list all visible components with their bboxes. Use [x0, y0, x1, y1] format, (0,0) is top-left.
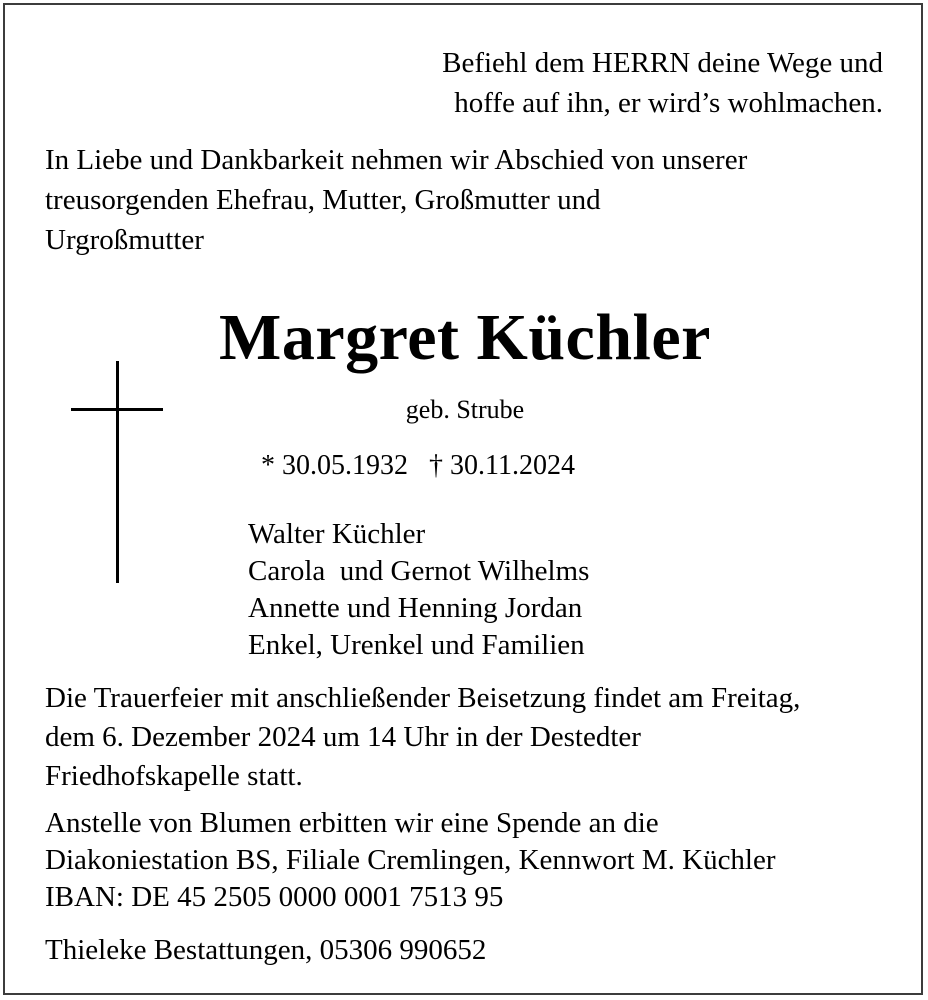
intro-text [45, 140, 905, 260]
donation-line: Anstelle von Blumen erbitten wir eine Spende an die [45, 807, 659, 839]
donation-line: IBAN: DE 45 2505 0000 0001 7513 95 [45, 881, 504, 913]
verse-line: Befiehl dem HERRN deine Wege und [442, 47, 883, 79]
intro-line: treusorgenden Ehefrau, Mutter, Großmutter und [45, 184, 601, 216]
mourners-list [248, 516, 589, 664]
maiden-name: geb. Strube [405, 395, 525, 424]
life-dates: * 30.05.1932 † 30.11.2024 [261, 450, 575, 481]
verse-line: hoffe auf ihn, er wird’s wohlmachen. [454, 87, 883, 119]
mourner-item: Walter Küchler [248, 518, 426, 550]
mourner-item: Annette und Henning Jordan [248, 592, 583, 624]
funeral-line: Die Trauerfeier mit anschließender Beisetzung findet am Freitag, [45, 682, 801, 714]
intro-line: In Liebe und Dankbarkeit nehmen wir Abschied von unserer [45, 144, 748, 176]
funeral-notice [45, 679, 905, 796]
mourner-item: Enkel, Urenkel und Familien [248, 629, 585, 661]
donation-notice [45, 805, 905, 916]
donation-line: Diakoniestation BS, Filiale Cremlingen, Kennwort M. Küchler [45, 844, 776, 876]
funeral-line: dem 6. Dezember 2024 um 14 Uhr in der Destedter [45, 721, 641, 753]
deceased-name: Margret Küchler [219, 301, 711, 374]
mourner-item: Carola und Gernot Wilhelms [248, 555, 590, 587]
intro-line: Urgroßmutter [45, 224, 204, 256]
funeral-line: Friedhofskapelle statt. [45, 760, 303, 792]
undertaker-contact: Thieleke Bestattungen, 05306 990652 [45, 934, 487, 966]
obituary-frame [3, 3, 923, 995]
bible-verse [442, 43, 883, 123]
